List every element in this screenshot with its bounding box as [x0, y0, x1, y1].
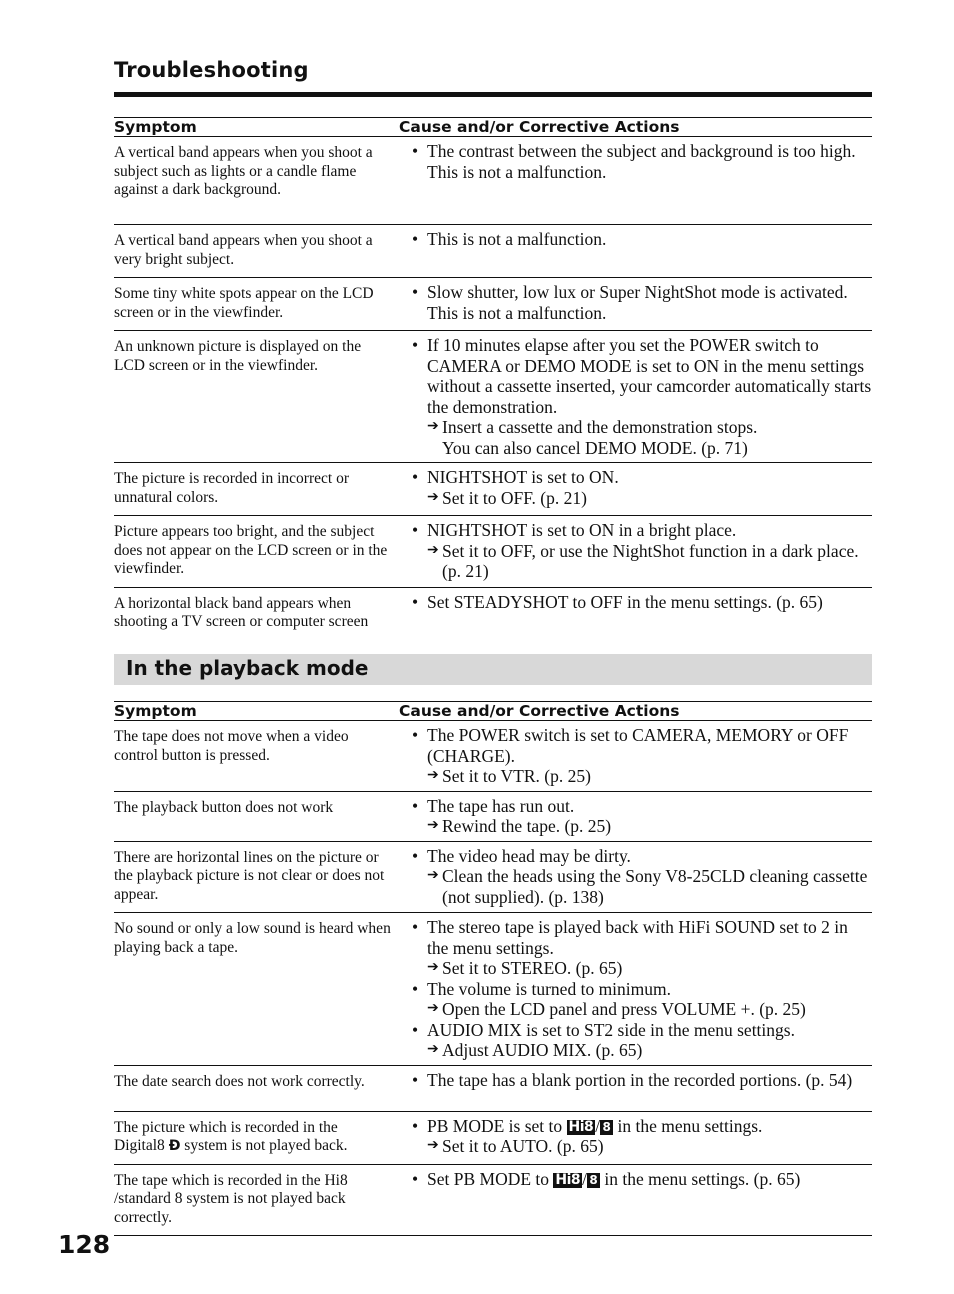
arrow-right-icon: ➔ [427, 542, 439, 558]
corrective-action: ➔ Adjust AUDIO MIX. (p. 65) [427, 1040, 643, 1060]
bullet-item: • AUDIO MIX is set to ST2 side in the menu settings. [412, 1019, 795, 1040]
bullet-item: • The contrast between the subject and background is too high. This is not a malfunction. [412, 141, 856, 182]
table-row [114, 1111, 872, 1164]
action-cell [399, 331, 872, 463]
action-cell [399, 225, 872, 278]
hi8-logo-icon: Hi8 [568, 1118, 594, 1135]
table-row [114, 913, 872, 1066]
table-row [114, 463, 872, 516]
bullet-item: • Slow shutter, low lux or Super NightShot mode is activated. This is not a malfunction. [412, 282, 848, 323]
column-header-symptom: Symptom [114, 118, 197, 136]
symptom-cell: No sound or only a low sound is heard when playing back a tape. [114, 920, 391, 956]
bullet-item: • The POWER switch is set to CAMERA, MEMORY or OFF (CHARGE). [412, 725, 849, 766]
arrow-right-icon: ➔ [427, 419, 439, 434]
corrective-action: ➔ Rewind the tape. (p. 25) [427, 816, 612, 836]
action-cell [399, 913, 872, 1066]
section-title: In the playback mode [126, 656, 369, 680]
page-number: 128 [58, 1230, 111, 1259]
symptom-cell: Some tiny white spots appear on the LCD screen or in the viewfinder. [114, 285, 374, 321]
action-cell [399, 1065, 872, 1111]
hi8-logo-icon: Hi8 [555, 1171, 581, 1188]
troubleshooting-table-playback [114, 701, 872, 1236]
bullet-item: • PB MODE is set to Hi8 / 8 in the menu settings. [412, 1115, 763, 1136]
corrective-action-note: You can also cancel DEMO MODE. (p. 71) [442, 437, 748, 458]
corrective-action: ➔ Set it to STEREO. (p. 65) [427, 958, 623, 978]
corrective-action: ➔ Insert a cassette and the demonstration stops. [427, 417, 758, 437]
table-header-row [114, 702, 872, 721]
symptom-cell: An unknown picture is displayed on the LCD screen or in the viewfinder. [114, 338, 362, 374]
action-cell [399, 791, 872, 841]
action-cell [399, 516, 872, 588]
column-header-actions: Cause and/or Corrective Actions [399, 118, 680, 136]
standard8-logo-icon: 8 [600, 1120, 613, 1135]
corrective-action: ➔ Set it to OFF. (p. 21) [427, 487, 587, 508]
symptom-cell: A vertical band appears when you shoot a very bright subject. [114, 232, 373, 268]
arrow-right-icon: ➔ [427, 768, 439, 783]
arrow-right-icon: ➔ [427, 1001, 439, 1016]
symptom-cell: A vertical band appears when you shoot a subject such as lights or a candle flame against a dark background. [114, 144, 373, 198]
table-row [114, 841, 872, 913]
corrective-action: ➔ Open the LCD panel and press VOLUME +. (p. 25) [427, 999, 806, 1019]
column-header-actions: Cause and/or Corrective Actions [399, 702, 680, 720]
symptom-cell: The tape which is recorded in the Hi8 /standard 8 system is not played back correctly. [114, 1171, 348, 1226]
table-row [114, 1164, 872, 1236]
corrective-action: ➔ Set it to AUTO. (p. 65) [427, 1136, 604, 1156]
arrow-right-icon: ➔ [427, 818, 439, 833]
symptom-cell: A horizontal black band appears when shooting a TV screen or computer screen [114, 594, 369, 630]
table-row [114, 516, 872, 588]
corrective-action: ➔ Set it to VTR. (p. 25) [427, 766, 591, 786]
symptom-cell: Picture appears too bright, and the subject does not appear on the LCD screen or in the viewfinder. [114, 523, 388, 577]
arrow-right-icon: ➔ [427, 960, 439, 975]
action-cell [399, 721, 872, 792]
action-cell [399, 841, 872, 913]
title-rule [114, 92, 872, 97]
bullet-item: • This is not a malfunction. [412, 229, 607, 249]
bullet-item: • NIGHTSHOT is set to ON in a bright place. [412, 520, 737, 540]
table-header-row [114, 118, 872, 137]
action-cell [399, 463, 872, 516]
bullet-item: • The tape has run out. [412, 795, 575, 816]
action-cell [399, 1111, 872, 1164]
symptom-cell: The picture is recorded in incorrect or unnatural colors. [114, 470, 349, 506]
standard8-logo-icon: 8 [587, 1173, 600, 1188]
troubleshooting-table-recording [114, 117, 872, 655]
page-title: Troubleshooting [114, 58, 309, 82]
bullet-item: • The tape has a blank portion in the recorded portions. (p. 54) [412, 1069, 853, 1090]
bullet-item: • NIGHTSHOT is set to ON. [412, 467, 619, 487]
bullet-item: • Set STEADYSHOT to OFF in the menu settings. (p. 65) [412, 591, 823, 612]
arrow-right-icon: ➔ [427, 489, 439, 505]
bullet-item: • Set PB MODE to Hi8 / 8 in the menu settings. (p. 65) [412, 1168, 801, 1189]
arrow-right-icon: ➔ [427, 868, 439, 883]
symptom-cell: The playback button does not work [114, 798, 334, 816]
bullet-item: • The stereo tape is played back with HiFi SOUND set to 2 in the menu settings. [412, 917, 848, 958]
symptom-cell: The picture which is recorded in the Digital8 Ð system is not played back. [114, 1118, 348, 1154]
table-row [114, 1065, 872, 1111]
symptom-cell: The date search does not work correctly. [114, 1072, 365, 1090]
bullet-item: • The volume is turned to minimum. [412, 978, 672, 999]
table-row [114, 278, 872, 331]
table-row [114, 721, 872, 792]
symptom-cell: There are horizontal lines on the picture or the playback picture is not clear or does not appear. [114, 848, 385, 903]
arrow-right-icon: ➔ [427, 1042, 439, 1057]
action-cell [399, 1164, 872, 1236]
table-row [114, 791, 872, 841]
digital8-logo-icon: Ð [168, 1138, 181, 1154]
table-row [114, 587, 872, 654]
action-cell [399, 137, 872, 225]
arrow-right-icon: ➔ [427, 1138, 439, 1153]
corrective-action: ➔ Clean the heads using the Sony V8-25CLD cleaning cassette (not supplied). (p. 138) [427, 866, 868, 907]
table-row [114, 331, 872, 463]
bullet-item: • The video head may be dirty. [412, 845, 631, 866]
action-cell [399, 278, 872, 331]
table-row [114, 137, 872, 225]
symptom-cell: The tape does not move when a video control button is pressed. [114, 728, 349, 764]
action-cell [399, 587, 872, 654]
bullet-item: • If 10 minutes elapse after you set the POWER switch to CAMERA or DEMO MODE is set to ON in the menu settings without a cassette inserted, your camcorder automatically starts the demonstration. [412, 335, 872, 417]
table-row [114, 225, 872, 278]
column-header-symptom: Symptom [114, 702, 197, 720]
corrective-action: ➔ Set it to OFF, or use the NightShot function in a dark place. (p. 21) [427, 540, 859, 581]
